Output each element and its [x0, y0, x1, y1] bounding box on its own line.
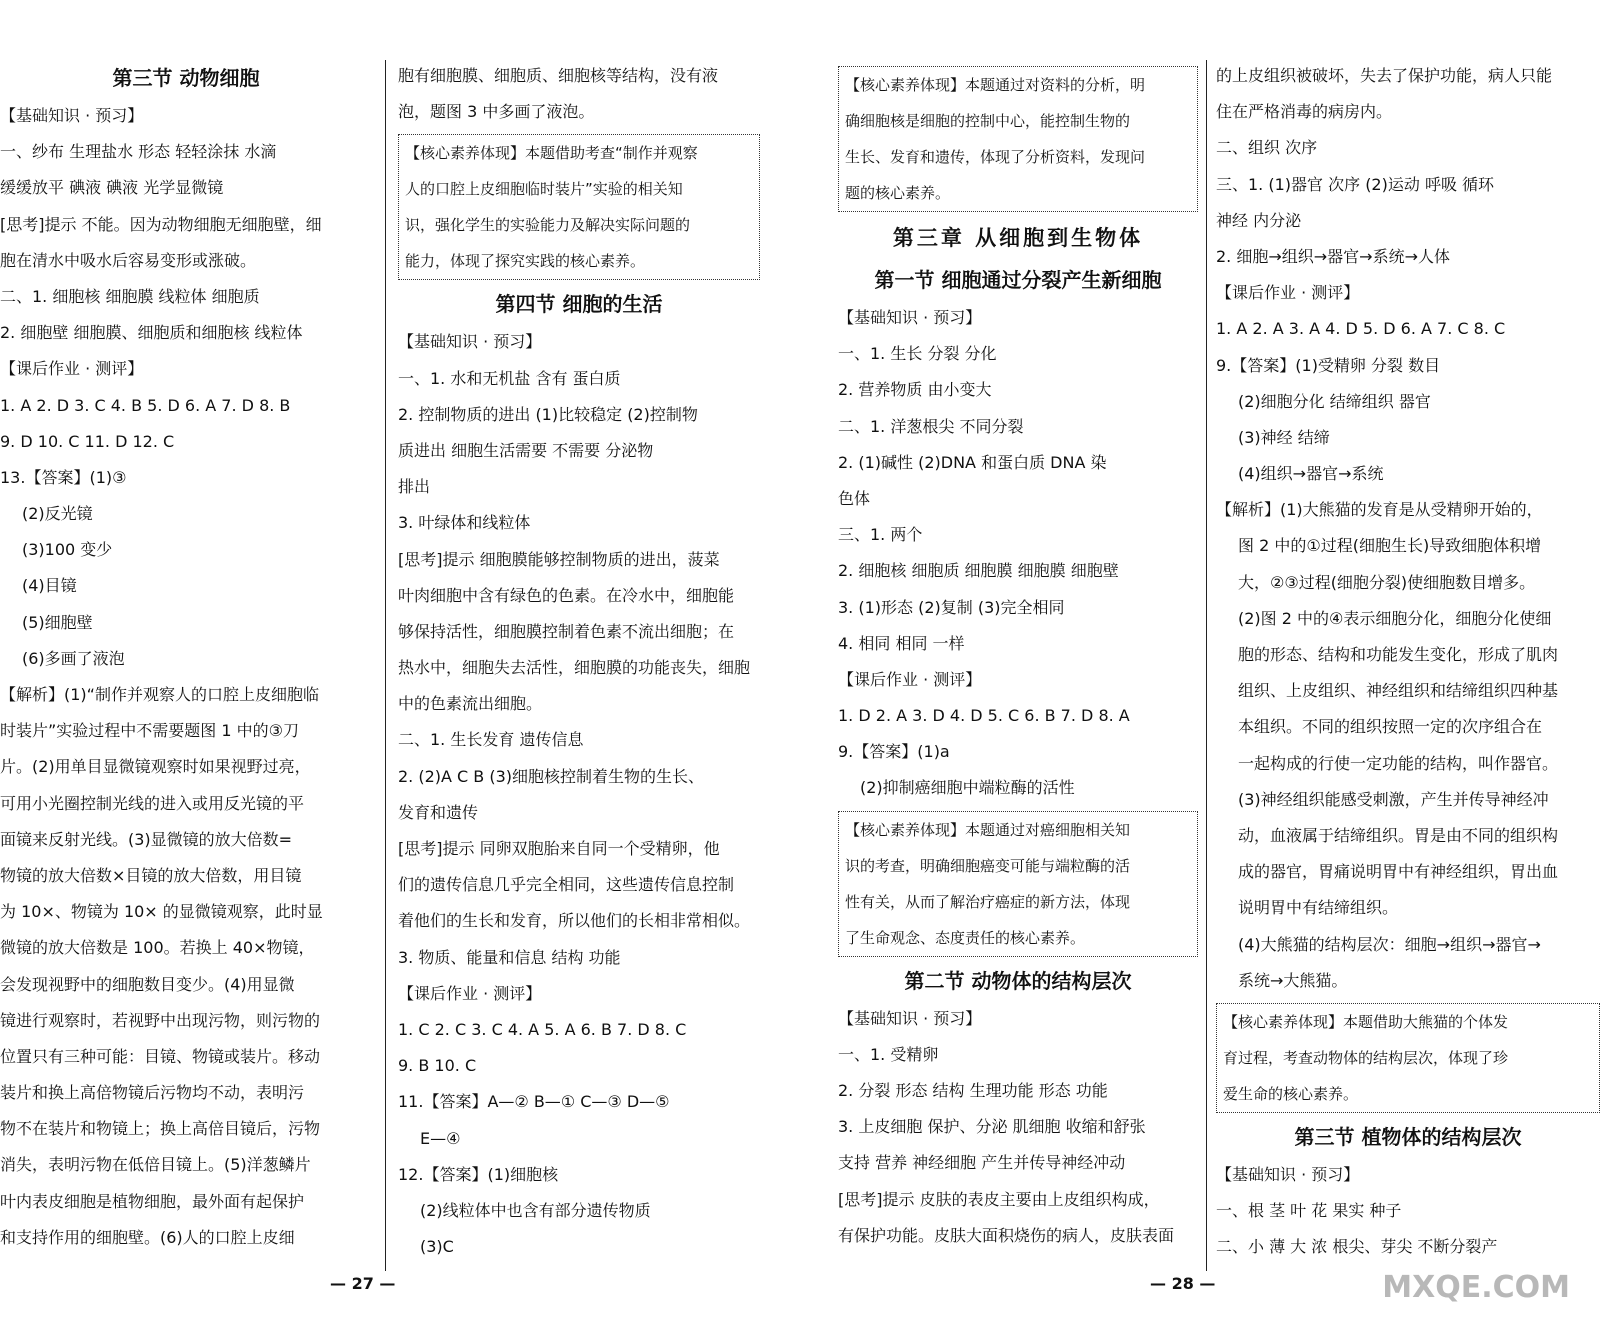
text-line: 2. 细胞→组织→器官→系统→人体 [1216, 246, 1450, 266]
text-line: 【核心素养体现】本题借助大熊猫的个体发 [1223, 1012, 1509, 1031]
text-line: [思考]提示 皮肤的表皮主要由上皮组织构成， [838, 1189, 1160, 1209]
text-line: (3)神经 结缔 [1238, 427, 1330, 447]
text-line: 一起构成的行使一定功能的结构，叫作器官。 [1238, 753, 1559, 773]
text-line: 泡，题图 3 中多画了液泡。 [398, 102, 595, 122]
text-line: 发育和遗传 [398, 802, 479, 822]
col2-top-lines [398, 58, 760, 130]
text-line: 物不在装片和物镜上；换上高倍目镜后，污物 [0, 1119, 321, 1139]
text-line: 生长、发育和遗传，体现了分析资料，发现问 [845, 148, 1146, 166]
text-line: 3. 叶绿体和线粒体 [398, 513, 531, 533]
text-line: 一、1. 受精卵 [838, 1044, 939, 1064]
text-line: (6)多画了液泡 [22, 648, 125, 668]
text-line: 9. D 10. C 11. D 12. C [0, 431, 175, 451]
text-line: 识，强化学生的实验能力及解决实际问题的 [405, 216, 691, 235]
text-line: 的上皮组织被破坏，失去了保护功能，病人只能 [1216, 66, 1553, 85]
text-line: 【课后作业 · 测评】 [398, 983, 542, 1003]
text-line: (2)细胞分化 结缔组织 器官 [1238, 391, 1431, 411]
col4-top-lines [1216, 58, 1600, 999]
text-line: 面镜来反射光线。(3)显微镜的放大倍数= [0, 829, 293, 849]
text-line: 爱生命的核心素养。 [1223, 1084, 1359, 1103]
text-line: 三、1. 两个 [838, 525, 923, 545]
text-line: 够保持活性，细胞膜控制着色素不流出细胞；在 [398, 621, 735, 641]
page-number-right: — 28 — [1150, 1274, 1216, 1293]
text-line: 装片和换上高倍物镜后污物均不动，表明污 [0, 1083, 305, 1103]
text-line: 神经 内分泌 [1216, 210, 1302, 230]
text-line: 识的考查，明确细胞癌变可能与端粒酶的活 [845, 856, 1131, 875]
text-line: 【解析】(1)大熊猫的发育是从受精卵开始的， [1216, 500, 1543, 520]
text-line: 三、1. (1)器官 次序 (2)运动 呼吸 循环 [1216, 174, 1495, 194]
core-literacy-box [838, 811, 1198, 957]
text-line: [思考]提示 不能。因为动物细胞无细胞壁，细 [0, 214, 322, 234]
text-line: 中的色素流出细胞。 [398, 694, 543, 714]
text-line: 一、根 茎 叶 花 果实 种子 [1216, 1201, 1402, 1221]
page-number-left: — 27 — [330, 1274, 396, 1293]
column-divider [1206, 60, 1207, 1271]
text-line: 能力，体现了探究实践的核心素养。 [405, 252, 646, 271]
text-line: 支持 营养 神经细胞 产生并传导神经冲动 [838, 1153, 1126, 1173]
text-line: 位置只有三种可能：目镜、物镜或装片。移动 [0, 1046, 321, 1066]
text-line: 育过程，考查动物体的结构层次，体现了珍 [1223, 1048, 1509, 1067]
text-line: 动，血液属于结缔组织。胃是由不同的组织构 [1238, 825, 1559, 845]
text-line: 二、1. 生长发育 遗传信息 [398, 730, 584, 750]
text-line: 13.【答案】(1)③ [0, 467, 127, 487]
text-line: 【课后作业 · 测评】 [838, 669, 982, 689]
text-line: 二、1. 洋葱根尖 不同分裂 [838, 416, 1024, 436]
text-line: 【基础知识 · 预习】 [398, 332, 542, 352]
text-line: 着他们的生长和发育，所以他们的长相非常相似。 [398, 911, 751, 931]
text-line: 2. (2)A C B (3)细胞核控制着生物的生长、 [398, 766, 705, 786]
text-line: 片。(2)用单目显微镜观察时如果视野过亮， [0, 757, 311, 777]
text-line: 1. C 2. C 3. C 4. A 5. A 6. B 7. D 8. C [398, 1019, 687, 1039]
text-line: 【课后作业 · 测评】 [0, 359, 144, 379]
text-line: 住在严格消毒的病房内。 [1216, 102, 1393, 122]
section-title: 第三节 植物体的结构层次 [1294, 1124, 1522, 1149]
section-title: 第一节 细胞通过分裂产生新细胞 [874, 268, 1162, 292]
text-line: 2. 营养物质 由小变大 [838, 380, 992, 400]
column-2 [398, 0, 760, 1265]
text-line: 二、1. 细胞核 细胞膜 线粒体 细胞质 [0, 286, 260, 306]
text-line: 人的口腔上皮细胞临时装片”实验的相关知 [405, 180, 683, 199]
column-1 [0, 0, 372, 1256]
text-line: 【基础知识 · 预习】 [838, 1008, 982, 1028]
text-line: (3)神经组织能感受刺激，产生并传导神经冲 [1238, 789, 1549, 809]
text-line: 胞有细胞膜、细胞质、细胞核等结构，没有液 [398, 66, 719, 85]
text-line: 1. A 2. A 3. A 4. D 5. D 6. A 7. C 8. C [1216, 319, 1506, 339]
text-line: 【基础知识 · 预习】 [1216, 1164, 1360, 1184]
text-line: [思考]提示 同卵双胞胎来自同一个受精卵，他 [398, 839, 720, 858]
text-line: 物镜的放大倍数×目镜的放大倍数，用目镜 [0, 865, 302, 885]
column-divider [385, 60, 386, 1271]
text-line: (3)100 变少 [22, 540, 113, 560]
text-line: 【基础知识 · 预习】 [0, 106, 144, 125]
text-line: 2. (1)碱性 (2)DNA 和蛋白质 DNA 染 [838, 452, 1107, 472]
text-line: 【解析】(1)“制作并观察人的口腔上皮细胞临 [0, 685, 319, 704]
text-line: 说明胃中有结缔组织。 [1238, 898, 1399, 918]
col3-bottom-lines [838, 961, 1198, 1254]
text-line: 消失，表明污物在低倍目镜上。(5)洋葱鳞片 [0, 1155, 311, 1175]
text-line: 质进出 细胞生活需要 不需要 分泌物 [398, 440, 654, 460]
text-line: 微镜的放大倍数是 100。若换上 40×物镜， [0, 938, 315, 958]
text-line: (2)图 2 中的④表示细胞分化，细胞分化使细 [1238, 608, 1552, 628]
text-line: 和支持作用的细胞壁。(6)人的口腔上皮细 [0, 1227, 295, 1247]
text-line: 9.【答案】(1)受精卵 分裂 数目 [1216, 355, 1441, 375]
text-line: 题的核心素养。 [845, 184, 951, 202]
text-line: (2)反光镜 [22, 504, 93, 524]
text-line: 成的器官，胃痛说明胃中有神经组织，胃出血 [1238, 862, 1559, 882]
text-line: 时装片”实验过程中不需要题图 1 中的③刀 [0, 721, 299, 741]
text-line: (4)组织→器官→系统 [1238, 464, 1384, 484]
text-line: 一、1. 水和无机盐 含有 蛋白质 [398, 368, 621, 388]
text-line: (2)线粒体中也含有部分遗传物质 [420, 1200, 651, 1220]
text-line: 会发现视野中的细胞数目变少。(4)用显微 [0, 974, 295, 994]
text-line: E—④ [420, 1128, 461, 1148]
core-literacy-box [1216, 1003, 1600, 1113]
text-line: 们的遗传信息几乎完全相同，这些遗传信息控制 [398, 875, 735, 895]
col2-mid-lines [398, 284, 760, 1265]
text-line: (3)C [420, 1237, 454, 1257]
text-line: 色体 [838, 488, 871, 508]
text-line: 2. 细胞壁 细胞膜、细胞质和细胞核 线粒体 [0, 323, 303, 343]
text-line: 11.【答案】A—② B—① C—③ D—⑤ [398, 1092, 670, 1112]
text-line: 确细胞核是细胞的控制中心，能控制生物的 [845, 112, 1131, 130]
text-line: 2. 控制物质的进出 (1)比较稳定 (2)控制物 [398, 404, 698, 424]
text-line: 叶肉细胞中含有绿色的色素。在冷水中，细胞能 [398, 585, 735, 605]
text-line: 4. 相同 相同 一样 [838, 633, 965, 653]
section-title: 第四节 细胞的生活 [495, 292, 663, 317]
text-line: 【课后作业 · 测评】 [1216, 283, 1360, 303]
text-line: [思考]提示 细胞膜能够控制物质的进出，菠菜 [398, 549, 720, 569]
core-literacy-box [838, 66, 1198, 212]
text-line: (5)细胞壁 [22, 612, 93, 632]
col4-bottom-lines [1216, 1117, 1600, 1266]
text-line: 有保护功能。皮肤大面积烧伤的病人，皮肤表面 [838, 1225, 1175, 1245]
watermark: MXQE.COM [1382, 1270, 1570, 1305]
chapter-title: 第三章 从细胞到生物体 [892, 226, 1144, 250]
section-title: 第三节 动物细胞 [112, 66, 260, 90]
text-line: 性有关，从而了解治疗癌症的新方法，体现 [845, 892, 1131, 911]
text-line: 9. B 10. C [398, 1056, 477, 1076]
text-line: (2)抑制癌细胞中端粒酶的活性 [860, 778, 1075, 798]
text-line: 【核心素养体现】本题通过对癌细胞相关知 [845, 820, 1131, 839]
text-line: 了生命观念、态度责任的核心素养。 [845, 928, 1086, 947]
text-line: 组织、上皮组织、神经组织和结缔组织四种基 [1238, 681, 1559, 701]
text-line: 本组织。不同的组织按照一定的次序组合在 [1238, 717, 1543, 737]
text-line: (4)目镜 [22, 576, 77, 596]
text-line: 镜进行观察时，若视野中出现污物，则污物的 [0, 1010, 321, 1030]
text-line: 热水中，细胞失去活性，细胞膜的功能丧失，细胞 [398, 658, 751, 678]
text-line: 二、组织 次序 [1216, 138, 1318, 158]
text-line: 可用小光圈控制光线的进入或用反光镜的平 [0, 793, 305, 813]
column-3 [838, 0, 1198, 1254]
text-line: 为 10×、物镜为 10× 的显微镜观察，此时显 [0, 902, 323, 922]
column-4 [1216, 0, 1600, 1265]
core-literacy-box [398, 134, 760, 280]
text-line: 1. A 2. D 3. C 4. B 5. D 6. A 7. D 8. B [0, 395, 291, 415]
text-line: 【基础知识 · 预习】 [838, 308, 982, 327]
text-line: 【核心素养体现】本题借助考查“制作并观察 [405, 144, 698, 163]
text-line: 图 2 中的①过程(细胞生长)导致细胞体积增 [1238, 536, 1542, 556]
text-line: (4)大熊猫的结构层次：细胞→组织→器官→ [1238, 934, 1541, 954]
text-line: 缓缓放平 碘液 碘液 光学显微镜 [0, 178, 224, 198]
text-line: 2. 分裂 形态 结构 生理功能 形态 功能 [838, 1081, 1108, 1100]
col1-lines [0, 58, 372, 1256]
text-line: 一、纱布 生理盐水 形态 轻轻涂抹 水滴 [0, 142, 277, 162]
text-line: 排出 [398, 477, 431, 497]
section-title: 第二节 动物体的结构层次 [904, 968, 1132, 993]
text-line: 3. 物质、能量和信息 结构 功能 [398, 947, 621, 967]
text-line: 胞在清水中吸水后容易变形或涨破。 [0, 250, 257, 270]
text-line: 二、小 薄 大 浓 根尖、芽尖 不断分裂产 [1216, 1237, 1498, 1257]
col3-mid-lines [838, 216, 1198, 807]
text-line: 3. 上皮细胞 保护、分泌 肌细胞 收缩和舒张 [838, 1117, 1146, 1137]
text-line: 一、1. 生长 分裂 分化 [838, 344, 997, 364]
text-line: 大，②③过程(细胞分裂)使细胞数目增多。 [1238, 572, 1536, 592]
text-line: 1. D 2. A 3. D 4. D 5. C 6. B 7. D 8. A [838, 706, 1130, 726]
text-line: 叶内表皮细胞是植物细胞，最外面有起保护 [0, 1191, 305, 1211]
text-line: 胞的形态、结构和功能发生变化，形成了肌肉 [1238, 645, 1559, 664]
text-line: 3. (1)形态 (2)复制 (3)完全相同 [838, 597, 1065, 617]
text-line: 2. 细胞核 细胞质 细胞膜 细胞膜 细胞壁 [838, 561, 1119, 581]
text-line: 系统→大熊猫。 [1238, 970, 1348, 990]
text-line: 9.【答案】(1)a [838, 742, 950, 762]
text-line: 【核心素养体现】本题通过对资料的分析，明 [845, 76, 1146, 94]
text-line: 12.【答案】(1)细胞核 [398, 1164, 559, 1184]
